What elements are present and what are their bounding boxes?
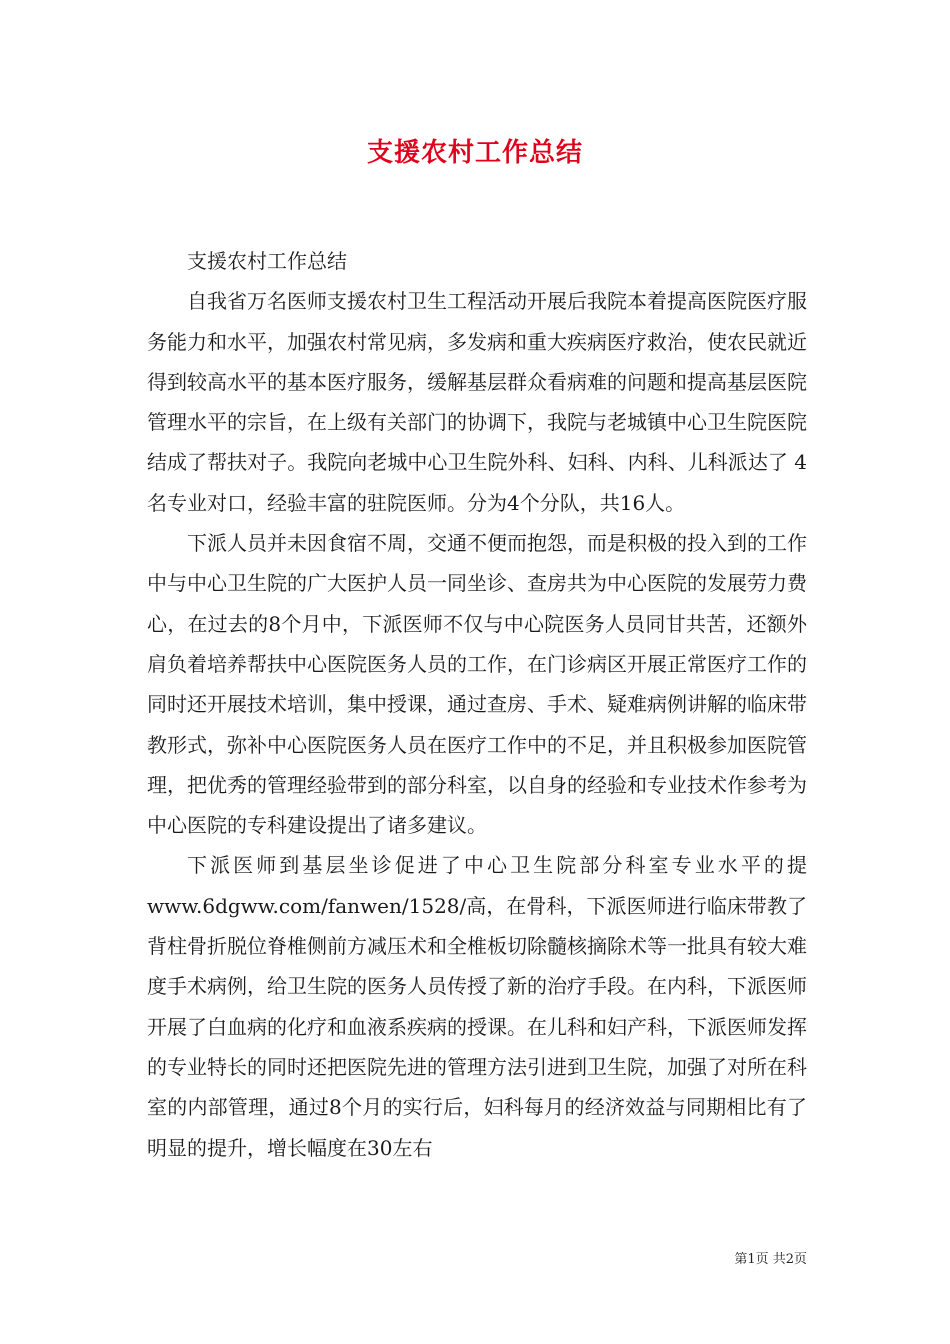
document-body bbox=[147, 241, 807, 1168]
paragraph-1: 自我省万名医师支援农村卫生工程活动开展后我院本着提高医院医疗服务能力和水平，加强农村常见病，多发病和重大疾病医疗救治，使农民就近得到较高水平的基本医疗服务，缓解基层群众看病难的问题和提高基层医院管理水平的宗旨，在上级有关部门的协调下，我院与老城镇中心卫生院医院结成了帮扶对子。我院向老城中心卫生院外科、妇科、内科、儿科派达了 4 名专业对口，经验丰富的驻院医师。分为4个分队，共16人。 bbox=[147, 289, 807, 515]
document-subheading: 支援农村工作总结 bbox=[187, 249, 347, 273]
page-indicator: 第1页 共2页 bbox=[734, 1252, 807, 1267]
document-title: 支援农村工作总结 bbox=[366, 138, 583, 168]
paragraph-2: 下派人员并未因食宿不周，交通不便而抱怨，而是积极的投入到的工作中与中心卫生院的广大医护人员一同坐诊、查房共为中心医院的发展劳力费心，在过去的8个月中，下派医师不仅与中心院医务人员同甘共苦，还额外肩负着培养帮扶中心医院医务人员的工作，在门诊病区开展正常医疗工作的同时还开展技术培训，集中授课，通过查房、手术、疑难病例讲解的临床带教形式，弥补中心医院医务人员在医疗工作中的不足，并且积极参加医院管理，把优秀的管理经验带到的部分科室，以自身的经验和专业技术作参考为中心医院的专科建设提出了诸多建议。 bbox=[147, 531, 807, 838]
paragraph-3: 下派医师到基层坐诊促进了中心卫生院部分科室专业水平的提www.6dgww.com/fanwen/1528/高，在骨科，下派医师进行临床带教了背柱骨折脱位脊椎侧前方减压术和全椎板切除髓核摘除术等一批具有较大难度手术病例，给卫生院的医务人员传授了新的治疗手段。在内科，下派医师开展了白血病的化疗和血液系疾病的授课。在儿科和妇产科，下派医师发挥的专业特长的同时还把医院先进的管理方法引进到卫生院，加强了对所在科室的内部管理，通过8个月的实行后，妇科每月的经济效益与同期相比有了明显的提升，增长幅度在30左右 bbox=[147, 853, 807, 1160]
